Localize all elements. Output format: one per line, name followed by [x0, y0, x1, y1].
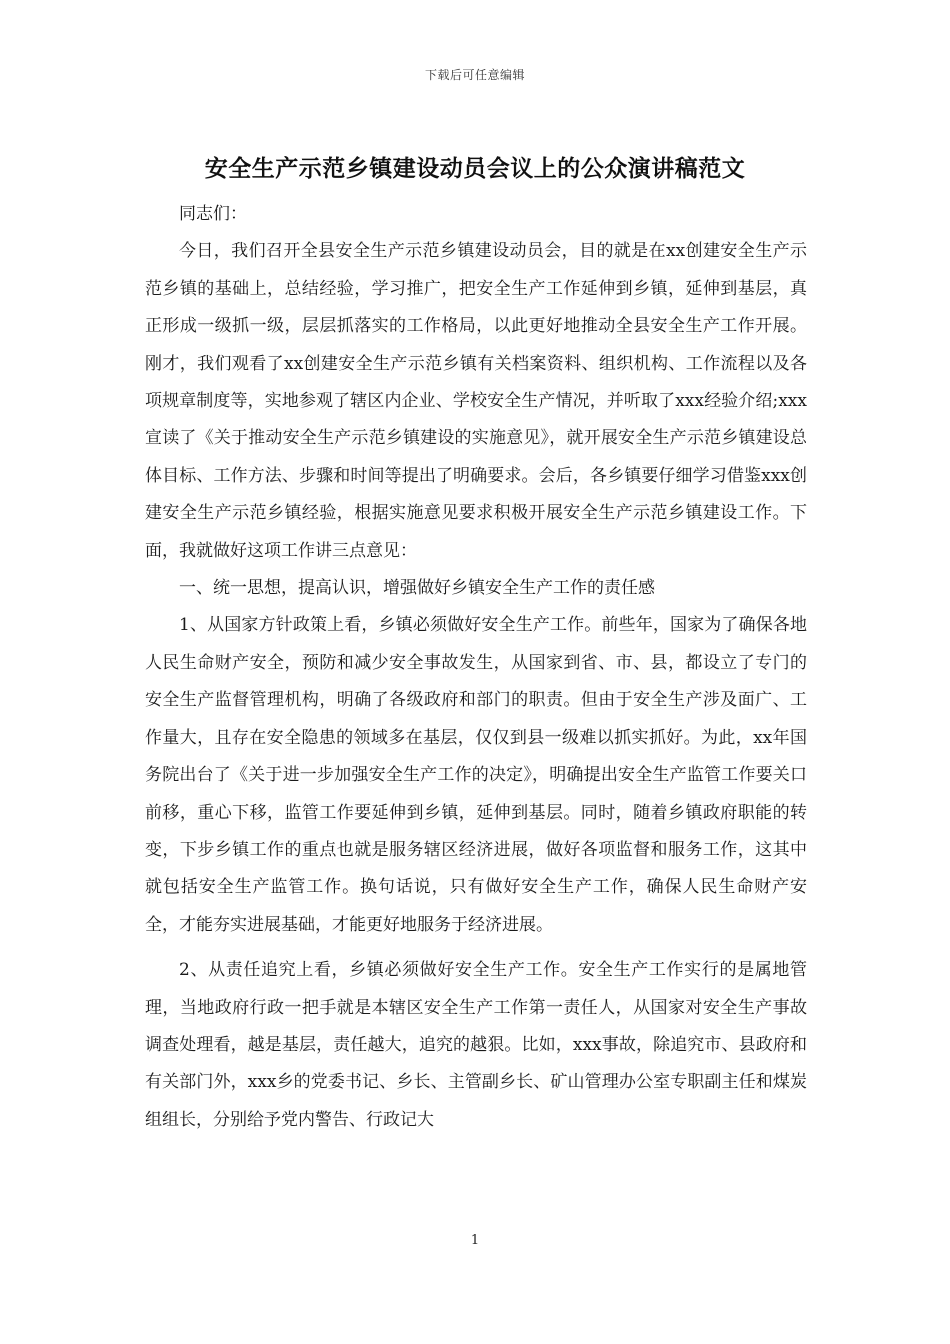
page-number: 1	[470, 1233, 480, 1248]
document-title: 安全生产示范乡镇建设动员会议上的公众演讲稿范文	[204, 155, 746, 182]
intro-paragraph: 今日，我们召开全县安全生产示范乡镇建设动员会，目的就是在xx创建安全生产示范乡镇的基础上，总结经验，学习推广，把安全生产工作延伸到乡镇，延伸到基层，真正形成一级抓一级，层层抓落实的工作格局，以此更好地推动全县安全生产工作开展。刚才，我们观看了xx创建安全生产示范乡镇有关档案资料、组织机构、工作流程以及各项规章制度等，实地参观了辖区内企业、学校安全生产情况，并听取了xxx经验介绍;xxx宣读了《关于推动安全生产示范乡镇建设的实施意见》，就开展安全生产示范乡镇建设总体目标、工作方法、步骤和时间等提出了明确要求。会后，各乡镇要仔细学习借鉴xxx创建安全生产示范乡镇经验，根据实施意见要求积极开展安全生产示范乡镇建设工作。下面，我就做好这项工作讲三点意见：	[145, 241, 807, 561]
point-1-paragraph: 1、从国家方针政策上看，乡镇必须做好安全生产工作。前些年，国家为了确保各地人民生命财产安全，预防和减少安全事故发生，从国家到省、市、县，都设立了专门的安全生产监督管理机构，明确了各级政府和部门的职责。但由于安全生产涉及面广、工作量大，且存在安全隐患的领域多在基层，仅仅到县一级难以抓实抓好。为此，xx年国务院出台了《关于进一步加强安全生产工作的决定》，明确提出安全生产监管工作要关口前移，重心下移，监管工作要延伸到乡镇，延伸到基层。同时，随着乡镇政府职能的转变，下步乡镇工作的重点也就是服务辖区经济进展，做好各项监督和服务工作，这其中就包括安全生产监管工作。换句话说，只有做好安全生产工作，确保人民生命财产安全，才能夯实进展基础，才能更好地服务于经济进展。	[145, 615, 807, 935]
salutation-paragraph: 同志们：	[179, 204, 247, 224]
section-heading-1: 一、统一思想，提高认识，增强做好乡镇安全生产工作的责任感	[179, 578, 655, 599]
document-body	[145, 196, 807, 1139]
header-note: 下载后可任意编辑	[424, 68, 525, 82]
point-2-paragraph: 2、从责任追究上看，乡镇必须做好安全生产工作。安全生产工作实行的是属地管理，当地政府行政一把手就是本辖区安全生产工作第一责任人，从国家对安全生产事故调查处理看，越是基层，责任越大，追究的越狠。比如，xxx事故，除追究市、县政府和有关部门外，xxx乡的党委书记、乡长、主管副乡长、矿山管理办公室专职副主任和煤炭组组长，分别给予党内警告、行政记大	[145, 960, 807, 1130]
